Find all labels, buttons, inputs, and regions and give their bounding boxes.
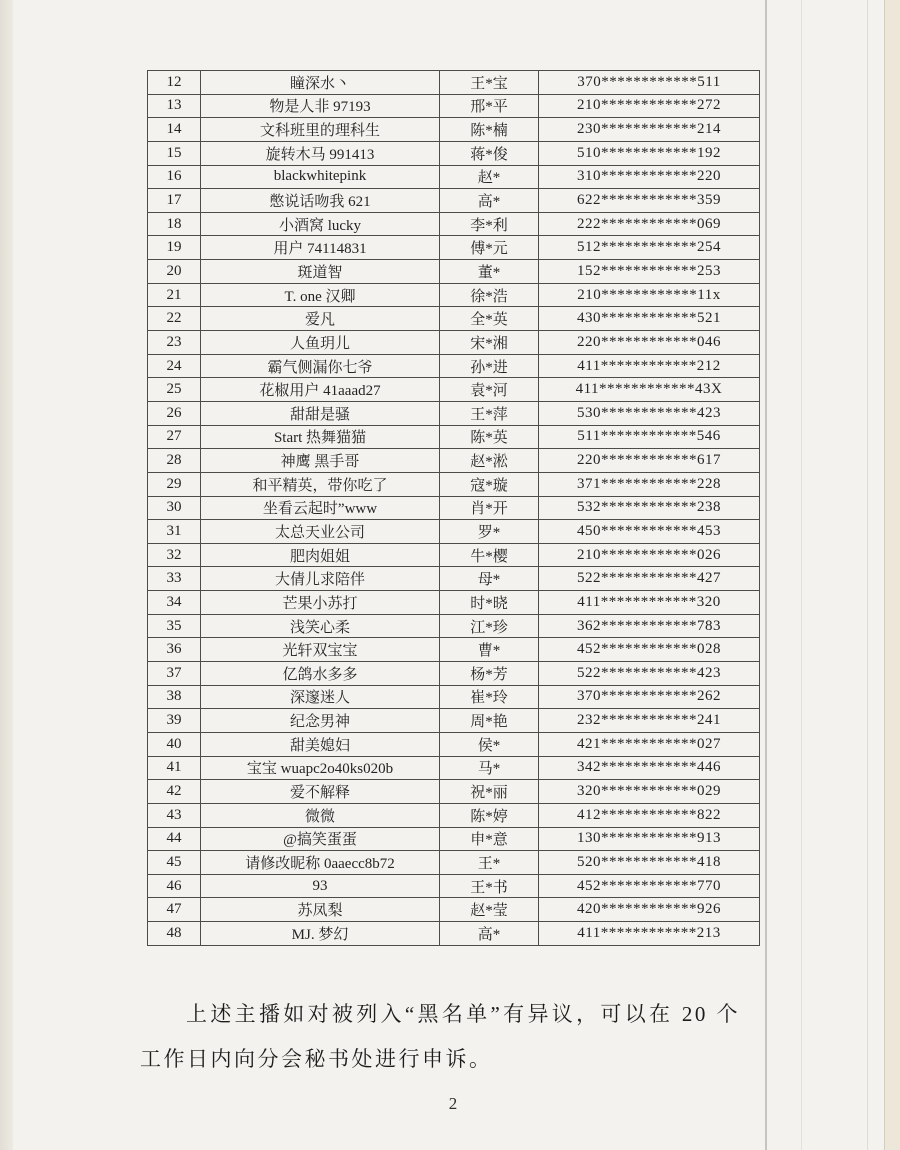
table-row bbox=[148, 236, 760, 260]
cell-row-number: 19 bbox=[148, 236, 201, 260]
table-row bbox=[148, 354, 760, 378]
cell-real-name: 崔*玲 bbox=[440, 685, 539, 709]
cell-real-name: 陈*楠 bbox=[440, 118, 539, 142]
cell-row-number: 14 bbox=[148, 118, 201, 142]
cell-id-number: 370************262 bbox=[539, 685, 760, 709]
table-row bbox=[148, 756, 760, 780]
cell-real-name: 王*宝 bbox=[440, 71, 539, 95]
scan-fold-line bbox=[765, 0, 767, 1150]
cell-id-number: 210************026 bbox=[539, 543, 760, 567]
cell-real-name: 祝*丽 bbox=[440, 780, 539, 804]
cell-real-name: 孙*进 bbox=[440, 354, 539, 378]
cell-row-number: 22 bbox=[148, 307, 201, 331]
cell-row-number: 20 bbox=[148, 260, 201, 284]
cell-nickname: 芒果小苏打 bbox=[201, 591, 440, 615]
cell-id-number: 220************617 bbox=[539, 449, 760, 473]
cell-real-name: 邢*平 bbox=[440, 94, 539, 118]
cell-nickname: 光轩双宝宝 bbox=[201, 638, 440, 662]
cell-row-number: 31 bbox=[148, 520, 201, 544]
cell-row-number: 41 bbox=[148, 756, 201, 780]
table-row bbox=[148, 780, 760, 804]
cell-id-number: 511************546 bbox=[539, 425, 760, 449]
cell-nickname: 纪念男神 bbox=[201, 709, 440, 733]
cell-id-number: 420************926 bbox=[539, 898, 760, 922]
cell-row-number: 38 bbox=[148, 685, 201, 709]
cell-row-number: 33 bbox=[148, 567, 201, 591]
cell-nickname: 爱凡 bbox=[201, 307, 440, 331]
table-row bbox=[148, 827, 760, 851]
cell-id-number: 220************046 bbox=[539, 331, 760, 355]
cell-row-number: 24 bbox=[148, 354, 201, 378]
cell-id-number: 371************228 bbox=[539, 472, 760, 496]
cell-id-number: 232************241 bbox=[539, 709, 760, 733]
cell-nickname: 文科班里的理科生 bbox=[201, 118, 440, 142]
cell-nickname: Start 热舞猫猫 bbox=[201, 425, 440, 449]
table-row bbox=[148, 118, 760, 142]
cell-real-name: 袁*河 bbox=[440, 378, 539, 402]
blacklist-table bbox=[147, 70, 760, 946]
cell-real-name: 王*萍 bbox=[440, 401, 539, 425]
cell-id-number: 421************027 bbox=[539, 732, 760, 756]
cell-row-number: 28 bbox=[148, 449, 201, 473]
cell-real-name: 杨*芳 bbox=[440, 662, 539, 686]
cell-nickname: 太总天业公司 bbox=[201, 520, 440, 544]
cell-id-number: 622************359 bbox=[539, 189, 760, 213]
cell-row-number: 32 bbox=[148, 543, 201, 567]
table-row bbox=[148, 685, 760, 709]
scan-fold-line bbox=[867, 0, 868, 1150]
table-row bbox=[148, 520, 760, 544]
cell-id-number: 532************238 bbox=[539, 496, 760, 520]
cell-id-number: 210************272 bbox=[539, 94, 760, 118]
cell-nickname: 憋说话吻我 621 bbox=[201, 189, 440, 213]
table-row bbox=[148, 260, 760, 284]
cell-row-number: 26 bbox=[148, 401, 201, 425]
cell-real-name: 傅*元 bbox=[440, 236, 539, 260]
cell-nickname: 甜甜是骚 bbox=[201, 401, 440, 425]
cell-row-number: 43 bbox=[148, 803, 201, 827]
cell-nickname: 神鹰 黑手哥 bbox=[201, 449, 440, 473]
cell-nickname: 大倩儿求陪伴 bbox=[201, 567, 440, 591]
cell-nickname: 浅笑心柔 bbox=[201, 614, 440, 638]
table-row bbox=[148, 614, 760, 638]
cell-id-number: 130************913 bbox=[539, 827, 760, 851]
table-row bbox=[148, 283, 760, 307]
cell-nickname: 霸气侧漏你七爷 bbox=[201, 354, 440, 378]
cell-real-name: 赵*莹 bbox=[440, 898, 539, 922]
cell-real-name: 董* bbox=[440, 260, 539, 284]
cell-row-number: 25 bbox=[148, 378, 201, 402]
cell-real-name: 赵* bbox=[440, 165, 539, 189]
table-row bbox=[148, 496, 760, 520]
table-row bbox=[148, 732, 760, 756]
table-row bbox=[148, 212, 760, 236]
cell-row-number: 44 bbox=[148, 827, 201, 851]
cell-row-number: 35 bbox=[148, 614, 201, 638]
cell-row-number: 42 bbox=[148, 780, 201, 804]
cell-real-name: 陈*婷 bbox=[440, 803, 539, 827]
cell-real-name: 罗* bbox=[440, 520, 539, 544]
cell-real-name: 母* bbox=[440, 567, 539, 591]
table-row bbox=[148, 378, 760, 402]
cell-row-number: 17 bbox=[148, 189, 201, 213]
cell-real-name: 陈*英 bbox=[440, 425, 539, 449]
cell-nickname: 斑道智 bbox=[201, 260, 440, 284]
table-row bbox=[148, 401, 760, 425]
table-row bbox=[148, 874, 760, 898]
cell-row-number: 34 bbox=[148, 591, 201, 615]
cell-id-number: 452************028 bbox=[539, 638, 760, 662]
cell-id-number: 310************220 bbox=[539, 165, 760, 189]
cell-nickname: 人鱼玥儿 bbox=[201, 331, 440, 355]
cell-row-number: 39 bbox=[148, 709, 201, 733]
cell-nickname: 微微 bbox=[201, 803, 440, 827]
scan-edge-right bbox=[884, 0, 900, 1150]
cell-row-number: 29 bbox=[148, 472, 201, 496]
cell-row-number: 12 bbox=[148, 71, 201, 95]
scan-edge-left bbox=[0, 0, 13, 1150]
cell-row-number: 45 bbox=[148, 851, 201, 875]
cell-real-name: 蒋*俊 bbox=[440, 141, 539, 165]
table-row bbox=[148, 591, 760, 615]
cell-real-name: 申*意 bbox=[440, 827, 539, 851]
cell-row-number: 16 bbox=[148, 165, 201, 189]
cell-nickname: 爱不解释 bbox=[201, 780, 440, 804]
cell-nickname: 宝宝 wuapc2o40ks020b bbox=[201, 756, 440, 780]
cell-nickname: 物是人非 97193 bbox=[201, 94, 440, 118]
cell-nickname: 小酒窝 lucky bbox=[201, 212, 440, 236]
table-row bbox=[148, 331, 760, 355]
table-row bbox=[148, 307, 760, 331]
cell-real-name: 高* bbox=[440, 922, 539, 946]
cell-nickname: T. one 汉卿 bbox=[201, 283, 440, 307]
table-row bbox=[148, 851, 760, 875]
cell-row-number: 37 bbox=[148, 662, 201, 686]
table-row bbox=[148, 709, 760, 733]
cell-id-number: 512************254 bbox=[539, 236, 760, 260]
cell-nickname: blackwhitepink bbox=[201, 165, 440, 189]
cell-nickname: 肥肉姐姐 bbox=[201, 543, 440, 567]
cell-id-number: 411************212 bbox=[539, 354, 760, 378]
page-number: 2 bbox=[448, 1094, 458, 1113]
cell-row-number: 46 bbox=[148, 874, 201, 898]
table-row bbox=[148, 141, 760, 165]
blacklist-table-body bbox=[148, 71, 760, 946]
cell-id-number: 230************214 bbox=[539, 118, 760, 142]
cell-nickname: 请修改昵称 0aaecc8b72 bbox=[201, 851, 440, 875]
cell-row-number: 30 bbox=[148, 496, 201, 520]
cell-real-name: 周*艳 bbox=[440, 709, 539, 733]
table-row bbox=[148, 922, 760, 946]
cell-real-name: 侯* bbox=[440, 732, 539, 756]
cell-row-number: 23 bbox=[148, 331, 201, 355]
cell-real-name: 牛*樱 bbox=[440, 543, 539, 567]
table-row bbox=[148, 543, 760, 567]
cell-nickname: 用户 74114831 bbox=[201, 236, 440, 260]
cell-real-name: 赵*淞 bbox=[440, 449, 539, 473]
cell-id-number: 411************43X bbox=[539, 378, 760, 402]
cell-real-name: 王* bbox=[440, 851, 539, 875]
cell-id-number: 210************11x bbox=[539, 283, 760, 307]
cell-row-number: 48 bbox=[148, 922, 201, 946]
cell-id-number: 430************521 bbox=[539, 307, 760, 331]
cell-real-name: 马* bbox=[440, 756, 539, 780]
cell-id-number: 370************511 bbox=[539, 71, 760, 95]
table-row bbox=[148, 472, 760, 496]
cell-id-number: 522************423 bbox=[539, 662, 760, 686]
cell-id-number: 412************822 bbox=[539, 803, 760, 827]
cell-id-number: 152************253 bbox=[539, 260, 760, 284]
cell-nickname: 旋转木马 991413 bbox=[201, 141, 440, 165]
cell-real-name: 曹* bbox=[440, 638, 539, 662]
cell-row-number: 36 bbox=[148, 638, 201, 662]
table-row bbox=[148, 567, 760, 591]
cell-row-number: 40 bbox=[148, 732, 201, 756]
cell-real-name: 王*书 bbox=[440, 874, 539, 898]
cell-id-number: 342************446 bbox=[539, 756, 760, 780]
cell-real-name: 李*利 bbox=[440, 212, 539, 236]
cell-id-number: 530************423 bbox=[539, 401, 760, 425]
scan-fold-line bbox=[801, 0, 802, 1150]
cell-nickname: 亿鸽水多多 bbox=[201, 662, 440, 686]
cell-real-name: 时*晓 bbox=[440, 591, 539, 615]
table-row bbox=[148, 898, 760, 922]
cell-nickname: 和平精英，带你吃了 bbox=[201, 472, 440, 496]
cell-id-number: 222************069 bbox=[539, 212, 760, 236]
cell-row-number: 27 bbox=[148, 425, 201, 449]
cell-id-number: 411************320 bbox=[539, 591, 760, 615]
table-row bbox=[148, 803, 760, 827]
cell-nickname: 93 bbox=[201, 874, 440, 898]
table-row bbox=[148, 189, 760, 213]
cell-nickname: 坐看云起时”www bbox=[201, 496, 440, 520]
table-row bbox=[148, 449, 760, 473]
cell-row-number: 15 bbox=[148, 141, 201, 165]
cell-nickname: 苏凤梨 bbox=[201, 898, 440, 922]
table-row bbox=[148, 165, 760, 189]
table-row bbox=[148, 425, 760, 449]
cell-row-number: 13 bbox=[148, 94, 201, 118]
cell-real-name: 全*英 bbox=[440, 307, 539, 331]
table-row bbox=[148, 638, 760, 662]
table-row bbox=[148, 94, 760, 118]
cell-id-number: 520************418 bbox=[539, 851, 760, 875]
cell-row-number: 47 bbox=[148, 898, 201, 922]
cell-real-name: 肖*开 bbox=[440, 496, 539, 520]
appeal-paragraph: 上述主播如对被列入“黑名单”有异议，可以在 20 个工作日内向分会秘书处进行申诉。 bbox=[140, 1002, 740, 1071]
cell-id-number: 450************453 bbox=[539, 520, 760, 544]
table-row bbox=[148, 71, 760, 95]
cell-id-number: 510************192 bbox=[539, 141, 760, 165]
cell-id-number: 522************427 bbox=[539, 567, 760, 591]
cell-row-number: 21 bbox=[148, 283, 201, 307]
cell-nickname: 甜美媳妇 bbox=[201, 732, 440, 756]
cell-id-number: 452************770 bbox=[539, 874, 760, 898]
cell-real-name: 江*珍 bbox=[440, 614, 539, 638]
cell-real-name: 寇*璇 bbox=[440, 472, 539, 496]
cell-id-number: 320************029 bbox=[539, 780, 760, 804]
cell-real-name: 宋*湘 bbox=[440, 331, 539, 355]
cell-nickname: 瞳深水丶 bbox=[201, 71, 440, 95]
cell-nickname: @搞笑蛋蛋 bbox=[201, 827, 440, 851]
cell-real-name: 高* bbox=[440, 189, 539, 213]
cell-nickname: 花椒用户 41aaad27 bbox=[201, 378, 440, 402]
cell-id-number: 362************783 bbox=[539, 614, 760, 638]
cell-id-number: 411************213 bbox=[539, 922, 760, 946]
cell-nickname: 深邃迷人 bbox=[201, 685, 440, 709]
cell-real-name: 徐*浩 bbox=[440, 283, 539, 307]
cell-nickname: MJ. 梦幻 bbox=[201, 922, 440, 946]
cell-row-number: 18 bbox=[148, 212, 201, 236]
table-row bbox=[148, 662, 760, 686]
